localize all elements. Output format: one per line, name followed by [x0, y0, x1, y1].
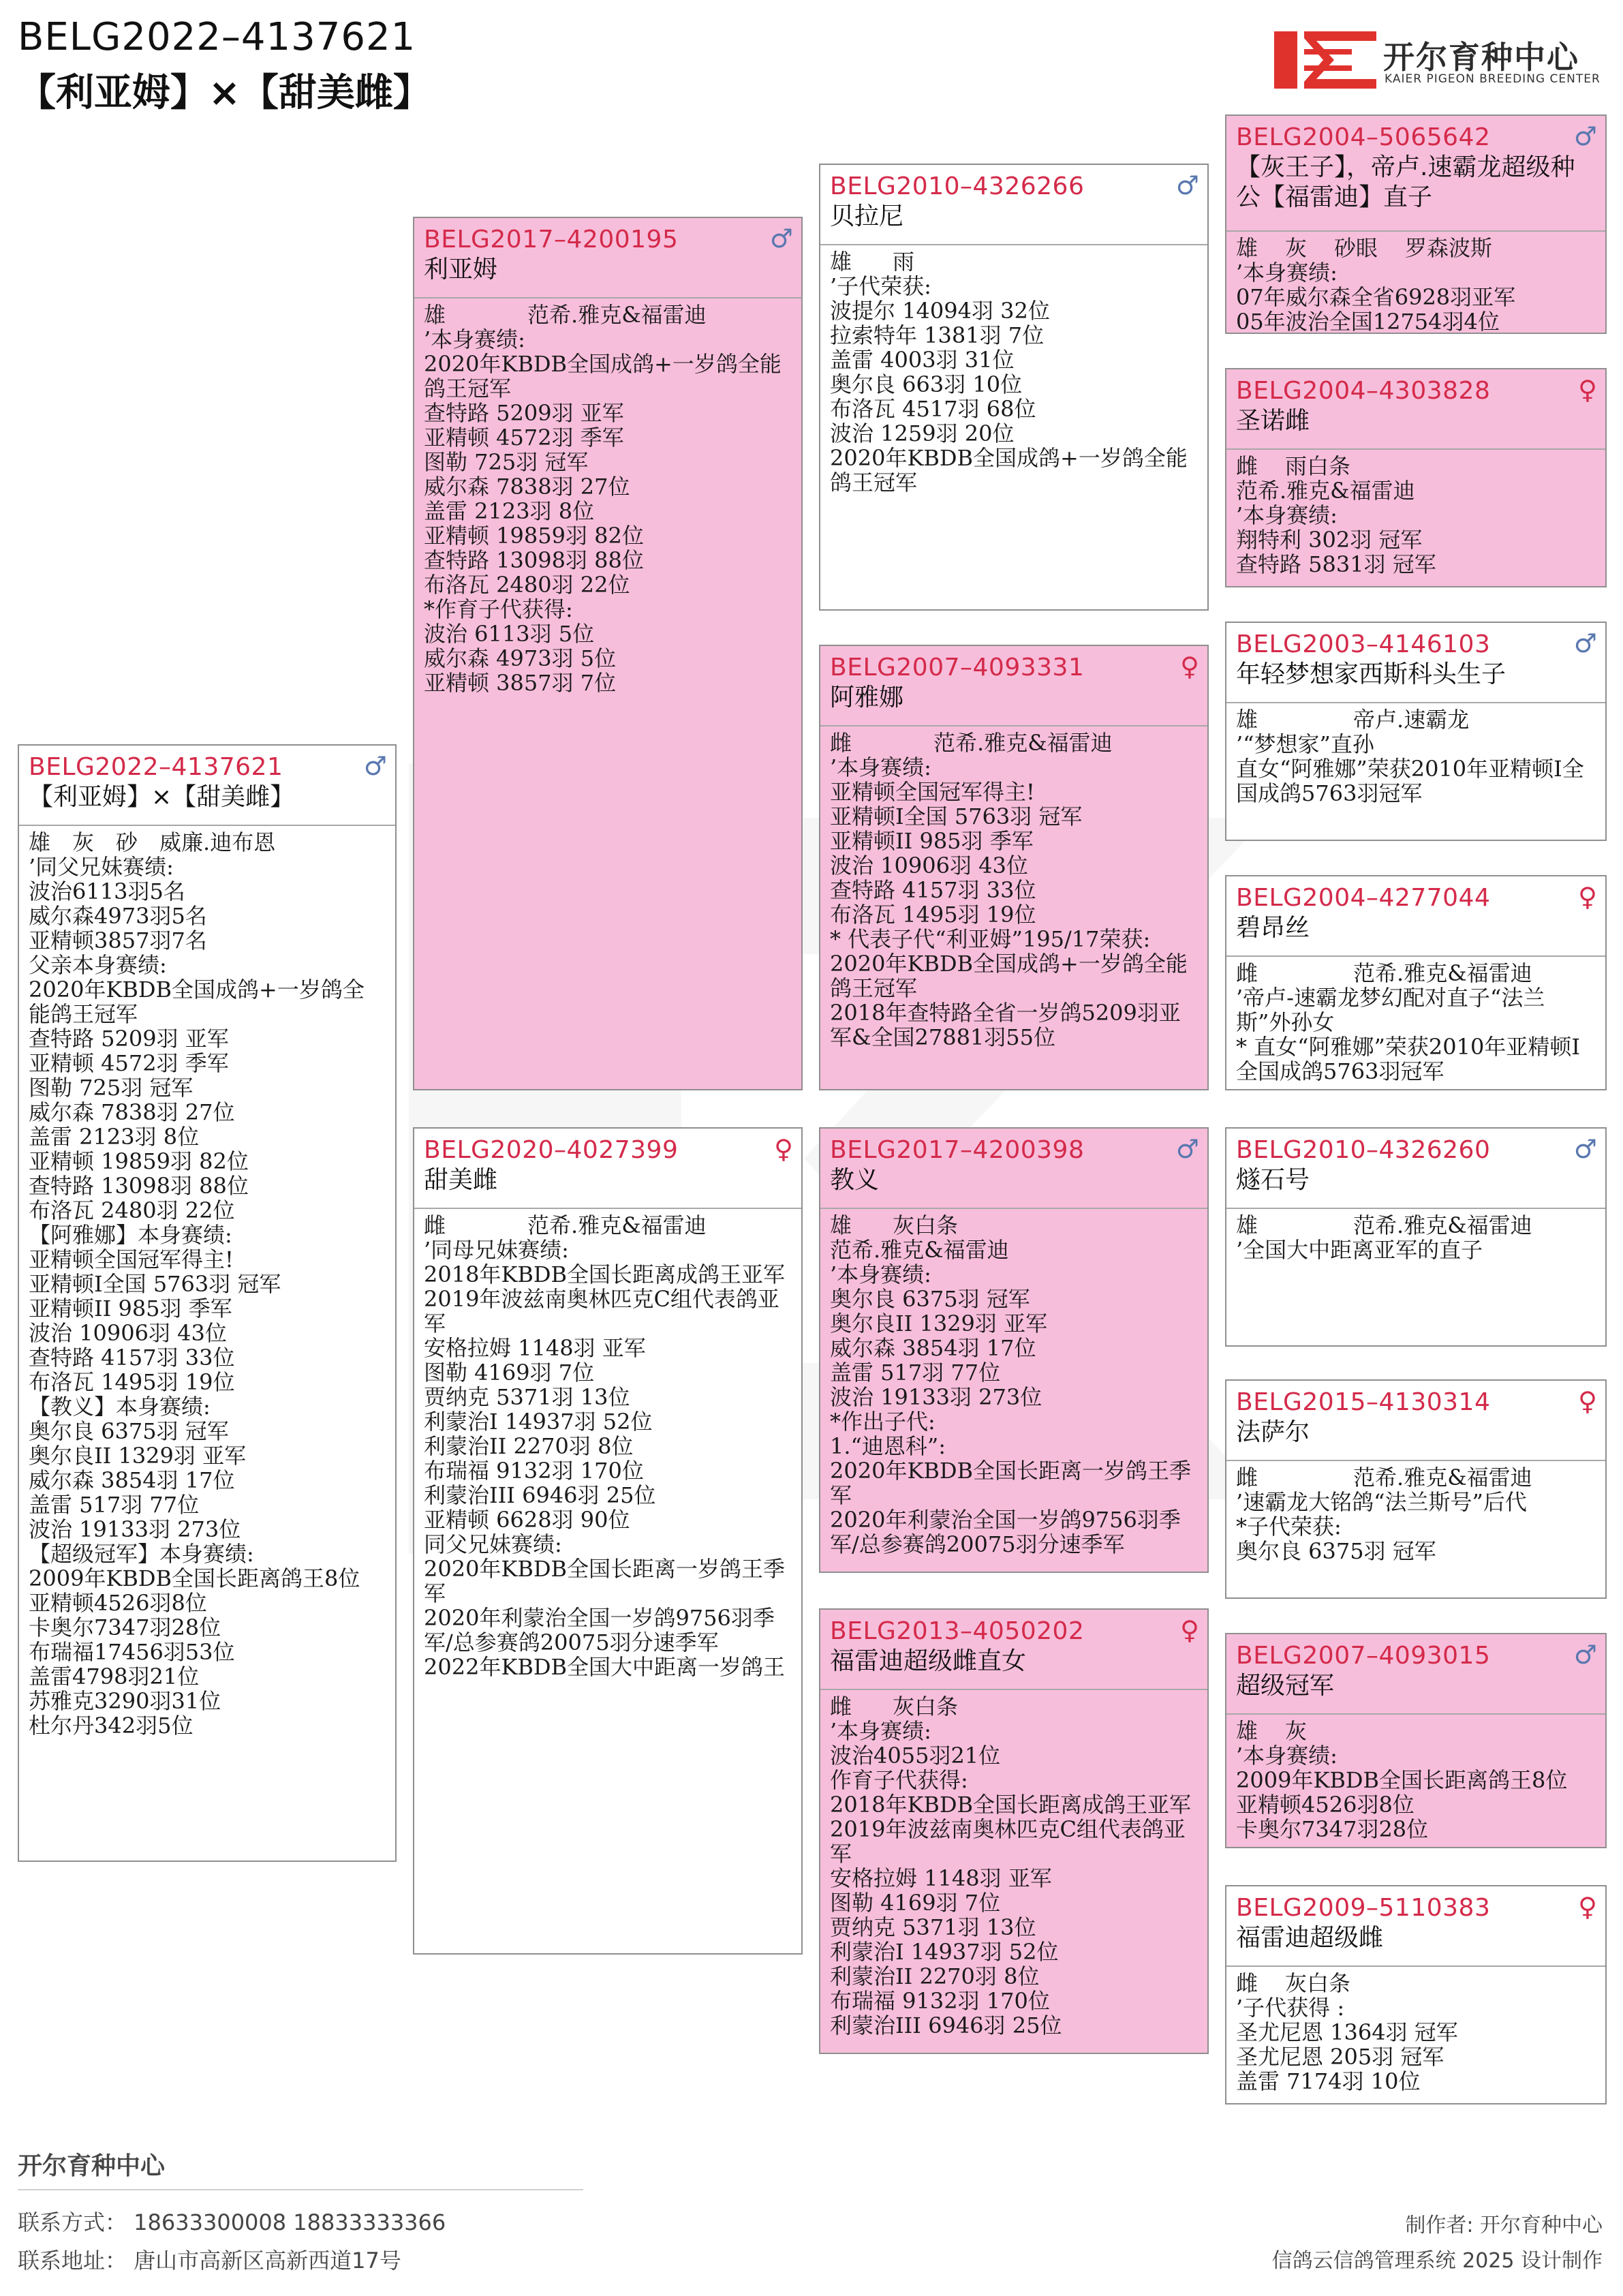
record-line: 亚精顿 6628羽 90位	[424, 1507, 630, 1533]
record-line: 波治 19133羽 273位	[830, 1384, 1042, 1410]
pigeon-name: 【利亚姆】×【甜美雌】	[29, 783, 295, 811]
pigeon-meta	[1236, 1719, 1596, 1743]
record-line: 2020年利蒙治全国一岁鸽9756羽季军/总参赛鸽20075羽分速季军	[424, 1605, 775, 1655]
meta-sex: 雌	[424, 1212, 446, 1238]
card-header	[1226, 876, 1605, 957]
record-line: 范希.雅克&福雷迪	[1236, 478, 1415, 504]
meta-color: 雨	[893, 249, 915, 275]
card-sdd	[1225, 875, 1607, 1090]
record-line: 威尔森 4973羽 5位	[424, 645, 617, 671]
record-line: 2022年KBDB全国大中距离一岁鸽王	[424, 1654, 786, 1680]
record-line: 盖雷 4003羽 31位	[830, 347, 1015, 373]
record-line: 奥尔良II 1329羽 亚军	[29, 1443, 247, 1469]
meta-sex: 雄	[1236, 1718, 1258, 1744]
card-dam	[413, 1127, 803, 1955]
record-line: 盖雷4798羽21位	[29, 1664, 200, 1689]
record-line: 布洛瓦 2480羽 22位	[29, 1197, 235, 1223]
record-line: 奥尔良 6375羽 冠军	[1236, 1538, 1436, 1564]
ring-number: BELG2017–4200398	[830, 1136, 1085, 1164]
female-icon: ♀	[1578, 1386, 1597, 1416]
record-line: 波治 6113羽 5位	[424, 621, 595, 647]
record-line: 杜尔丹342羽5位	[29, 1713, 194, 1739]
record-line: 查特路 4157羽 33位	[830, 877, 1036, 903]
meta-eye: 砂眼	[1334, 235, 1378, 261]
meta-sex: 雄	[29, 829, 51, 855]
record-line: 查特路 5831羽 冠军	[1236, 551, 1436, 577]
card-dss	[1225, 1127, 1607, 1347]
male-icon: ♂	[1573, 121, 1597, 151]
record-line: 利蒙治III 6946羽 25位	[830, 2012, 1062, 2038]
record-line: 查特路 13098羽 88位	[29, 1173, 249, 1199]
record-line: 翔特利 302羽 冠军	[1236, 527, 1423, 553]
record-line: 布洛瓦 4517羽 68位	[830, 396, 1036, 422]
meta-color: 雨白条	[1285, 453, 1351, 479]
card-sss	[1225, 114, 1607, 334]
pigeon-meta	[424, 303, 792, 327]
pigeon-name: 利亚姆	[424, 256, 498, 284]
pigeon-meta	[1236, 1213, 1596, 1238]
card-sds	[1225, 622, 1607, 841]
footer-system: 信鸽云信鸽管理系统 2025 设计制作	[1271, 2249, 1603, 2273]
record-line: 图勒 725羽 冠军	[29, 1075, 194, 1101]
race-record	[424, 327, 792, 695]
record-line: 利蒙治III 6946羽 25位	[424, 1482, 656, 1508]
record-line: 苏雅克3290羽31位	[29, 1688, 221, 1714]
record-line: 同父兄妹赛绩:	[424, 1531, 562, 1557]
card-body	[414, 299, 801, 1090]
female-icon: ♀	[1578, 882, 1597, 912]
record-line: ’本身赛绩:	[424, 326, 525, 352]
meta-breeder: 范希.雅克&福雷迪	[527, 1212, 707, 1238]
meta-sex: 雄	[830, 1212, 852, 1238]
pigeon-name: 福雷迪超级雌直女	[830, 1647, 1027, 1675]
card-header	[1226, 116, 1605, 232]
record-line: 威尔森 7838羽 27位	[424, 474, 630, 500]
race-record	[424, 1238, 792, 1679]
pigeon-name: 阿雅娜	[830, 684, 904, 711]
record-line: 2018年KBDB全国长距离成鸽王亚军	[830, 1792, 1192, 1818]
record-line: 波治6113羽5名	[29, 878, 185, 904]
record-line: 安格拉姆 1148羽 亚军	[424, 1335, 646, 1361]
female-icon: ♀	[774, 1134, 793, 1164]
record-line: 2019年波兹南奥林匹克C组代表鸽亚军	[830, 1816, 1186, 1867]
pigeon-meta	[830, 249, 1198, 274]
card-header	[1226, 1634, 1605, 1715]
meta-sex: 雌	[830, 730, 852, 756]
record-line: 查特路 5209羽 亚军	[424, 400, 624, 426]
race-record	[830, 1719, 1198, 2038]
pigeon-name: 贝拉尼	[830, 202, 904, 230]
logo-english-name: KAIER PIGEON BREEDING CENTER	[1385, 72, 1601, 86]
meta-sex: 雌	[1236, 1970, 1258, 1996]
record-line: ’同母兄妹赛绩:	[424, 1237, 569, 1263]
record-line: 直女“阿雅娜”荣获2010年亚精顿I全国成鸽5763羽冠军	[1236, 756, 1584, 806]
meta-breeder: 范希.雅克&福雷迪	[1353, 1212, 1532, 1238]
record-line: 圣尤尼恩 1364羽 冠军	[1236, 2019, 1458, 2045]
record-line: 查特路 13098羽 88位	[424, 547, 644, 573]
record-line: 查特路 4157羽 33位	[29, 1345, 235, 1371]
record-line: 亚精顿 3857羽 7位	[424, 670, 617, 696]
female-icon: ♀	[1180, 652, 1199, 682]
ring-number: BELG2022–4137621	[29, 753, 283, 781]
pedigree-title: BELG2022–4137621	[18, 15, 416, 59]
record-line: ’子代获得 :	[1236, 1995, 1345, 2021]
record-line: 圣尤尼恩 205羽 冠军	[1236, 2044, 1444, 2070]
record-line: 亚精顿全国冠军得主!	[29, 1246, 234, 1272]
pigeon-meta	[424, 1213, 792, 1238]
card-body	[820, 245, 1207, 499]
meta-eye: 砂	[116, 829, 138, 855]
record-line: ’本身赛绩:	[1236, 502, 1338, 528]
pigeon-meta	[1236, 1971, 1596, 1995]
ring-number: BELG2017–4200195	[424, 226, 679, 254]
card-body	[820, 1209, 1207, 1573]
record-line: 亚精顿4526羽8位	[29, 1590, 207, 1616]
race-record	[1236, 1490, 1596, 1563]
record-line: 【阿雅娜】本身赛绩:	[29, 1222, 232, 1248]
record-line: 贾纳克 5371羽 13位	[424, 1384, 630, 1410]
record-line: 亚精顿全国冠军得主!	[830, 779, 1035, 805]
record-line: *作育子代获得:	[424, 596, 573, 622]
card-header	[820, 1129, 1207, 1209]
record-line: 利蒙治I 14937羽 52位	[830, 1939, 1059, 1965]
record-line: ’速霸龙大铭鸽“法兰斯号”后代	[1236, 1489, 1527, 1515]
record-line: 亚精顿 4572羽 季军	[424, 425, 624, 450]
ring-number: BELG2013–4050202	[830, 1617, 1085, 1645]
record-line: 波提尔 14094羽 32位	[830, 298, 1050, 324]
record-line: 07年威尔森全省6928羽亚军	[1236, 284, 1516, 310]
race-record	[1236, 478, 1596, 577]
record-line: ’本身赛绩:	[830, 1261, 931, 1287]
record-line: 2019年波兹南奥林匹克C组代表鸽亚军	[424, 1286, 779, 1336]
female-icon: ♀	[1578, 1892, 1597, 1922]
record-line: 波治4055羽21位	[830, 1743, 1001, 1769]
footer-contact: 联系方式： 18633300008 18833333366	[18, 2209, 446, 2235]
race-record	[1236, 1995, 1596, 2094]
record-line: 2018年查特路全省一岁鸽5209羽亚军&全国27881羽55位	[830, 1000, 1181, 1050]
card-header	[820, 165, 1207, 245]
record-line: 奥尔良 6375羽 冠军	[29, 1418, 229, 1444]
card-body	[1226, 1967, 1605, 2098]
card-body	[1226, 957, 1605, 1088]
ring-number: BELG2004–4277044	[1236, 884, 1491, 912]
card-body	[820, 726, 1207, 1090]
record-line: 利蒙治II 2270羽 8位	[830, 1963, 1040, 1989]
male-icon: ♂	[1573, 628, 1597, 658]
meta-breeder: 罗森波斯	[1405, 235, 1493, 261]
record-line: 利蒙治II 2270羽 8位	[424, 1433, 634, 1459]
record-line: 图勒 725羽 冠军	[424, 449, 589, 475]
card-dsd	[1225, 1379, 1607, 1599]
race-record	[1236, 1238, 1596, 1262]
record-line: 1.“迪恩科”:	[830, 1433, 946, 1459]
record-line: ’本身赛绩:	[1236, 1743, 1338, 1769]
card-sire-dam	[819, 645, 1209, 1090]
footer-divider	[18, 2189, 583, 2190]
card-header	[820, 646, 1207, 726]
record-line: ’同父兄妹赛绩:	[29, 854, 174, 880]
record-line: 波治 10906羽 43位	[830, 853, 1028, 878]
card-body	[1226, 1209, 1605, 1266]
pigeon-name: 福雷迪超级雌	[1236, 1924, 1384, 1952]
race-record	[1236, 985, 1596, 1084]
pigeon-name: 教义	[830, 1166, 880, 1194]
male-icon: ♂	[1573, 1134, 1597, 1164]
record-line: ’本身赛绩:	[1236, 260, 1338, 286]
record-line: 05年波治全国12754羽4位	[1236, 309, 1500, 334]
record-line: 布洛瓦 1495羽 19位	[830, 902, 1036, 928]
race-record	[1236, 732, 1596, 806]
ring-number: BELG2015–4130314	[1236, 1388, 1491, 1416]
ring-number: BELG2004–4303828	[1236, 377, 1491, 405]
card-body	[1226, 703, 1605, 810]
meta-sex: 雄	[1236, 707, 1258, 733]
race-record	[1236, 1743, 1596, 1841]
record-line: 2009年KBDB全国长距离鸽王8位	[1236, 1767, 1568, 1793]
record-line: 【超级冠军】本身赛绩:	[29, 1541, 254, 1567]
record-line: ’帝卢-速霸龙梦幻配对直子“法兰斯”外孙女	[1236, 985, 1545, 1035]
card-ssd	[1225, 368, 1607, 587]
record-line: 贾纳克 5371羽 13位	[830, 1914, 1036, 1940]
meta-breeder: 范希.雅克&福雷迪	[933, 730, 1113, 756]
record-line: 亚精顿I全国 5763羽 冠军	[29, 1271, 281, 1297]
card-body	[1226, 450, 1605, 587]
record-line: ’本身赛绩:	[830, 1718, 931, 1744]
record-line: 奥尔良 6375羽 冠军	[830, 1286, 1030, 1312]
record-line: 盖雷 517羽 77位	[830, 1360, 1001, 1386]
record-line: 布瑞福 9132羽 170位	[424, 1458, 644, 1484]
pigeon-name: 燧石号	[1236, 1166, 1310, 1194]
record-line: 图勒 4169羽 7位	[830, 1890, 1001, 1916]
card-dds	[1225, 1633, 1607, 1848]
meta-breeder: 帝卢.速霸龙	[1353, 707, 1470, 733]
ring-number: BELG2007–4093015	[1236, 1642, 1491, 1670]
card-header	[19, 746, 395, 826]
meta-breeder: 威廉.迪布恩	[159, 829, 276, 855]
card-header	[414, 218, 801, 299]
pedigree-subtitle: 【利亚姆】×【甜美雌】	[18, 71, 431, 115]
pigeon-meta	[1236, 1465, 1596, 1490]
pigeon-meta	[29, 830, 386, 855]
pigeon-meta	[1236, 961, 1596, 985]
pigeon-name: 法萨尔	[1236, 1418, 1310, 1446]
record-line: 2020年KBDB全国成鸽+一岁鸽全能鸽王冠军	[29, 977, 365, 1027]
record-line: 2020年KBDB全国成鸽+一岁鸽全能鸽王冠军	[830, 445, 1188, 495]
record-line: 奥尔良II 1329羽 亚军	[830, 1311, 1048, 1336]
record-line: 亚精顿 19859羽 82位	[29, 1148, 249, 1174]
card-header	[1226, 1886, 1605, 1967]
card-dam-sire	[819, 1127, 1209, 1573]
record-line: 盖雷 2123羽 8位	[424, 498, 595, 524]
meta-sex: 雌	[1236, 960, 1258, 986]
record-line: 布瑞福17456羽53位	[29, 1639, 235, 1665]
male-icon: ♂	[1175, 170, 1199, 200]
card-header	[820, 1610, 1207, 1690]
card-ddd	[1225, 1885, 1607, 2104]
record-line: 亚精顿3857羽7名	[29, 928, 207, 953]
record-line: 2020年KBDB全国成鸽+一岁鸽全能鸽王冠军	[830, 951, 1188, 1001]
male-icon: ♂	[1573, 1640, 1597, 1670]
ring-number: BELG2004–5065642	[1236, 123, 1491, 151]
pigeon-meta	[830, 1213, 1198, 1238]
record-line: 奥尔良 663羽 10位	[830, 371, 1023, 397]
record-line: 2020年KBDB全国长距离一岁鸽王季军	[830, 1458, 1192, 1508]
record-line: ’“梦想家”直孙	[1236, 731, 1374, 757]
record-line: 威尔森 3854羽 17位	[830, 1335, 1036, 1361]
meta-color: 灰白条	[1285, 1970, 1351, 1996]
meta-sex: 雌	[830, 1694, 852, 1719]
ring-number: BELG2003–4146103	[1236, 630, 1491, 658]
record-line: 亚精顿II 985羽 季军	[29, 1296, 232, 1321]
record-line: 威尔森 3854羽 17位	[29, 1467, 235, 1493]
record-line: 威尔森4973羽5名	[29, 903, 207, 929]
record-line: 亚精顿 19859羽 82位	[424, 523, 644, 549]
footer-address: 联系地址： 唐山市高新区高新西道17号	[18, 2248, 401, 2274]
record-line: ’子代荣获:	[830, 273, 931, 299]
pigeon-meta	[1236, 236, 1596, 260]
card-body	[1226, 1715, 1605, 1848]
card-dam-dam	[819, 1608, 1209, 2054]
record-line: 作育子代获得:	[830, 1767, 968, 1793]
meta-sex: 雄	[424, 302, 446, 328]
meta-color: 灰	[72, 829, 95, 855]
record-line: 安格拉姆 1148羽 亚军	[830, 1865, 1052, 1891]
record-line: 图勒 4169羽 7位	[424, 1360, 595, 1386]
pigeon-name: 甜美雌	[424, 1166, 498, 1194]
record-line: 波治 10906羽 43位	[29, 1320, 227, 1346]
meta-color: 灰白条	[893, 1212, 959, 1238]
card-header	[1226, 1381, 1605, 1461]
footer-center-name: 开尔育种中心	[18, 2152, 166, 2180]
pigeon-meta	[1236, 707, 1596, 732]
record-line: 波治 1259羽 20位	[830, 420, 1015, 446]
race-record	[830, 755, 1198, 1050]
meta-color: 灰	[1285, 235, 1308, 261]
record-line: 布洛瓦 1495羽 19位	[29, 1369, 235, 1395]
record-line: 波治 19133羽 273位	[29, 1516, 241, 1542]
record-line: 2009年KBDB全国长距离鸽王8位	[29, 1565, 360, 1591]
card-body	[1226, 1461, 1605, 1567]
ring-number: BELG2020–4027399	[424, 1136, 679, 1164]
card-body	[19, 826, 395, 1742]
meta-breeder: 范希.雅克&福雷迪	[527, 302, 707, 328]
record-line: ’本身赛绩:	[830, 754, 931, 780]
meta-sex: 雄	[830, 249, 852, 275]
card-header	[1226, 623, 1605, 703]
race-record	[1236, 260, 1596, 334]
male-icon: ♂	[363, 751, 387, 781]
meta-sex: 雄	[1236, 235, 1258, 261]
card-header	[1226, 1129, 1605, 1209]
pigeon-meta	[830, 731, 1198, 755]
pigeon-meta	[1236, 454, 1596, 478]
pigeon-name: 圣诺雌	[1236, 407, 1310, 435]
card-body	[414, 1209, 801, 1683]
meta-sex: 雌	[1236, 1465, 1258, 1490]
card-body	[820, 1690, 1207, 2054]
card-body	[1226, 232, 1605, 334]
pigeon-name: 超级冠军	[1236, 1672, 1335, 1700]
record-line: 卡奥尔7347羽28位	[1236, 1816, 1429, 1842]
meta-sex: 雌	[1236, 453, 1258, 479]
female-icon: ♀	[1578, 375, 1597, 405]
record-line: 威尔森 7838羽 27位	[29, 1099, 235, 1125]
meta-color: 灰白条	[893, 1694, 959, 1719]
record-line: 亚精顿II 985羽 季军	[830, 828, 1034, 854]
record-line: 亚精顿4526羽8位	[1236, 1792, 1415, 1818]
record-line: 卡奥尔7347羽28位	[29, 1614, 221, 1640]
record-line: 【教义】本身赛绩:	[29, 1394, 211, 1420]
record-line: ’全国大中距离亚军的直子	[1236, 1237, 1483, 1263]
record-line: 查特路 5209羽 亚军	[29, 1026, 229, 1052]
record-line: 亚精顿I全国 5763羽 冠军	[830, 803, 1083, 829]
record-line: 2020年利蒙治全国一岁鸽9756羽季军/总参赛鸽20075羽分速季军	[830, 1507, 1181, 1557]
pigeon-meta	[830, 1694, 1198, 1719]
ring-number: BELG2010–4326266	[830, 172, 1085, 200]
race-record	[830, 274, 1198, 495]
meta-sex: 雄	[1236, 1212, 1258, 1238]
record-line: *子代荣获:	[1236, 1514, 1342, 1540]
male-icon: ♂	[769, 224, 793, 254]
pigeon-name: 碧昂丝	[1236, 914, 1310, 942]
female-icon: ♀	[1180, 1615, 1199, 1645]
record-line: 父亲本身赛绩:	[29, 952, 167, 978]
male-icon: ♂	[1175, 1134, 1199, 1164]
card-sire	[413, 217, 803, 1090]
record-line: 范希.雅克&福雷迪	[830, 1237, 1009, 1263]
kaier-logo-icon	[1274, 26, 1376, 94]
record-line: * 直女“阿雅娜”荣获2010年亚精顿I全国成鸽5763羽冠军	[1236, 1034, 1580, 1084]
record-line: 布洛瓦 2480羽 22位	[424, 572, 630, 598]
card-sire-sire	[819, 164, 1209, 611]
record-line: 亚精顿 4572羽 季军	[29, 1050, 229, 1076]
card-header	[1226, 369, 1605, 450]
footer-maker: 制作者: 开尔育种中心	[1405, 2214, 1603, 2237]
meta-color: 灰	[1285, 1718, 1308, 1744]
record-line: 盖雷 517羽 77位	[29, 1492, 200, 1518]
record-line: 布瑞福 9132羽 170位	[830, 1988, 1050, 2014]
record-line: 拉索特年 1381羽 7位	[830, 322, 1045, 348]
race-record	[830, 1238, 1198, 1557]
record-line: 2018年KBDB全国长距离成鸽王亚军	[424, 1261, 786, 1287]
record-line: * 代表子代“利亚姆”195/17荣获:	[830, 926, 1151, 952]
record-line: 盖雷 7174羽 10位	[1236, 2068, 1421, 2094]
brand-logo	[1274, 26, 1601, 94]
record-line: 2020年KBDB全国成鸽+一岁鸽全能鸽王冠军	[424, 351, 782, 401]
record-line: *作出子代:	[830, 1409, 936, 1435]
card-subject	[18, 744, 397, 1862]
ring-number: BELG2007–4093331	[830, 654, 1085, 682]
card-header	[414, 1129, 801, 1209]
record-line: 2020年KBDB全国长距离一岁鸽王季军	[424, 1556, 786, 1606]
record-line: 利蒙治I 14937羽 52位	[424, 1409, 653, 1435]
meta-breeder: 范希.雅克&福雷迪	[1353, 1465, 1532, 1490]
race-record	[29, 855, 386, 1738]
ring-number: BELG2010–4326260	[1236, 1136, 1491, 1164]
pigeon-name: 【灰王子】，帝卢.速霸龙超级种公【福雷迪】直子	[1236, 153, 1575, 211]
ring-number: BELG2009–5110383	[1236, 1894, 1491, 1922]
logo-chinese-name: 开尔育种中心	[1383, 39, 1579, 76]
record-line: 盖雷 2123羽 8位	[29, 1124, 200, 1150]
meta-breeder: 范希.雅克&福雷迪	[1353, 960, 1532, 986]
pigeon-name: 年轻梦想家西斯科头生子	[1236, 660, 1506, 688]
